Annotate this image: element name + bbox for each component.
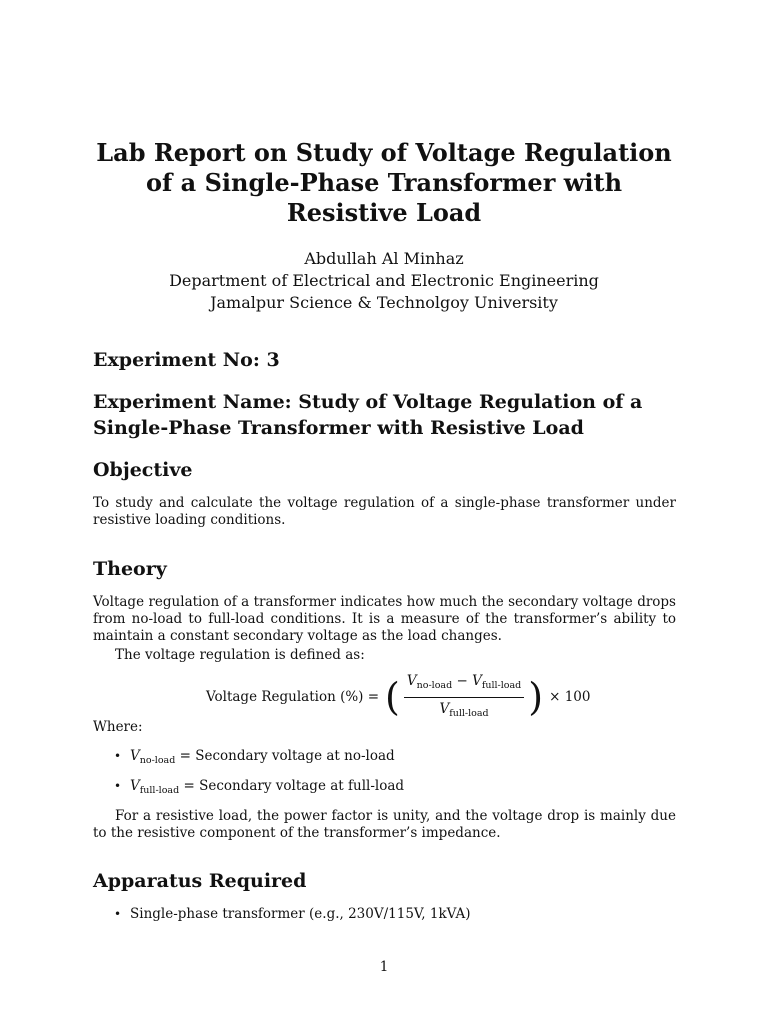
voltage-regulation-equation (206, 672, 590, 722)
objective-heading: Objective (93, 459, 193, 481)
report-title (60, 138, 708, 228)
var-v: V (439, 700, 450, 717)
title-line: Lab Report on Study of Voltage Regulation (96, 138, 672, 167)
experiment-name-heading (93, 389, 642, 441)
bullet-text: = Secondary voltage at no-load (175, 748, 395, 764)
page-number: 1 (379, 959, 389, 975)
minus-sign: − (456, 672, 468, 689)
list-item (114, 748, 395, 769)
var-v: V (130, 778, 140, 794)
times-hundred: × 100 (549, 689, 591, 705)
author-name: Abdullah Al Minhaz (304, 249, 464, 268)
theory-paragraph-1: Voltage regulation of a transformer indicates how much the secondary voltage drops from no-load to full-load conditions. It is a measure of the transformer’s ability to maintain a constant secondary voltage as the load changes. (93, 594, 676, 644)
subscript: full-load (139, 785, 180, 796)
equation-lhs: Voltage Regulation (%) = (206, 689, 380, 705)
fraction-numerator (404, 672, 524, 698)
left-paren: ( (385, 675, 400, 719)
bullet-text: = Secondary voltage at full-load (179, 778, 405, 794)
theory-heading: Theory (93, 558, 167, 580)
bullet-icon: • (114, 907, 122, 921)
where-label: Where: (93, 719, 143, 735)
author-block (60, 248, 708, 314)
apparatus-heading: Apparatus Required (93, 870, 307, 892)
list-item (114, 906, 471, 923)
theory-paragraph-2: The voltage regulation is defined as: (115, 647, 365, 663)
objective-text: To study and calculate the voltage regulation of a single-phase transformer under resistive loading conditions. (93, 495, 676, 528)
experiment-name-line: Single-Phase Transformer with Resistive Load (93, 417, 584, 439)
apparatus-item: Single-phase transformer (e.g., 230V/115V, 1kVA) (130, 906, 471, 922)
experiment-number-heading: Experiment No: 3 (93, 349, 280, 371)
title-line: Resistive Load (286, 198, 482, 227)
list-item (114, 778, 404, 799)
title-line: of a Single-Phase Transformer with (145, 168, 623, 197)
var-v: V (130, 748, 140, 764)
experiment-name-line: Experiment Name: Study of Voltage Regulation of a (93, 391, 643, 413)
author-department: Department of Electrical and Electronic Engineering (169, 271, 599, 290)
equation-fraction (404, 672, 524, 723)
author-university: Jamalpur Science & Technolgoy University (210, 293, 558, 312)
right-paren: ) (528, 675, 544, 719)
theory-paragraph-3: For a resistive load, the power factor is unity, and the voltage drop is mainly due to the resistive component of the transformer’s impedance. (93, 808, 676, 841)
var-v: V (472, 672, 482, 689)
subscript-fullload: full-load (449, 707, 489, 719)
subscript-noload: no-load (416, 679, 453, 691)
subscript: no-load (139, 755, 176, 766)
var-v: V (406, 672, 417, 689)
bullet-icon: • (114, 779, 122, 793)
subscript-fullload: full-load (481, 679, 522, 691)
bullet-icon: • (114, 749, 122, 763)
